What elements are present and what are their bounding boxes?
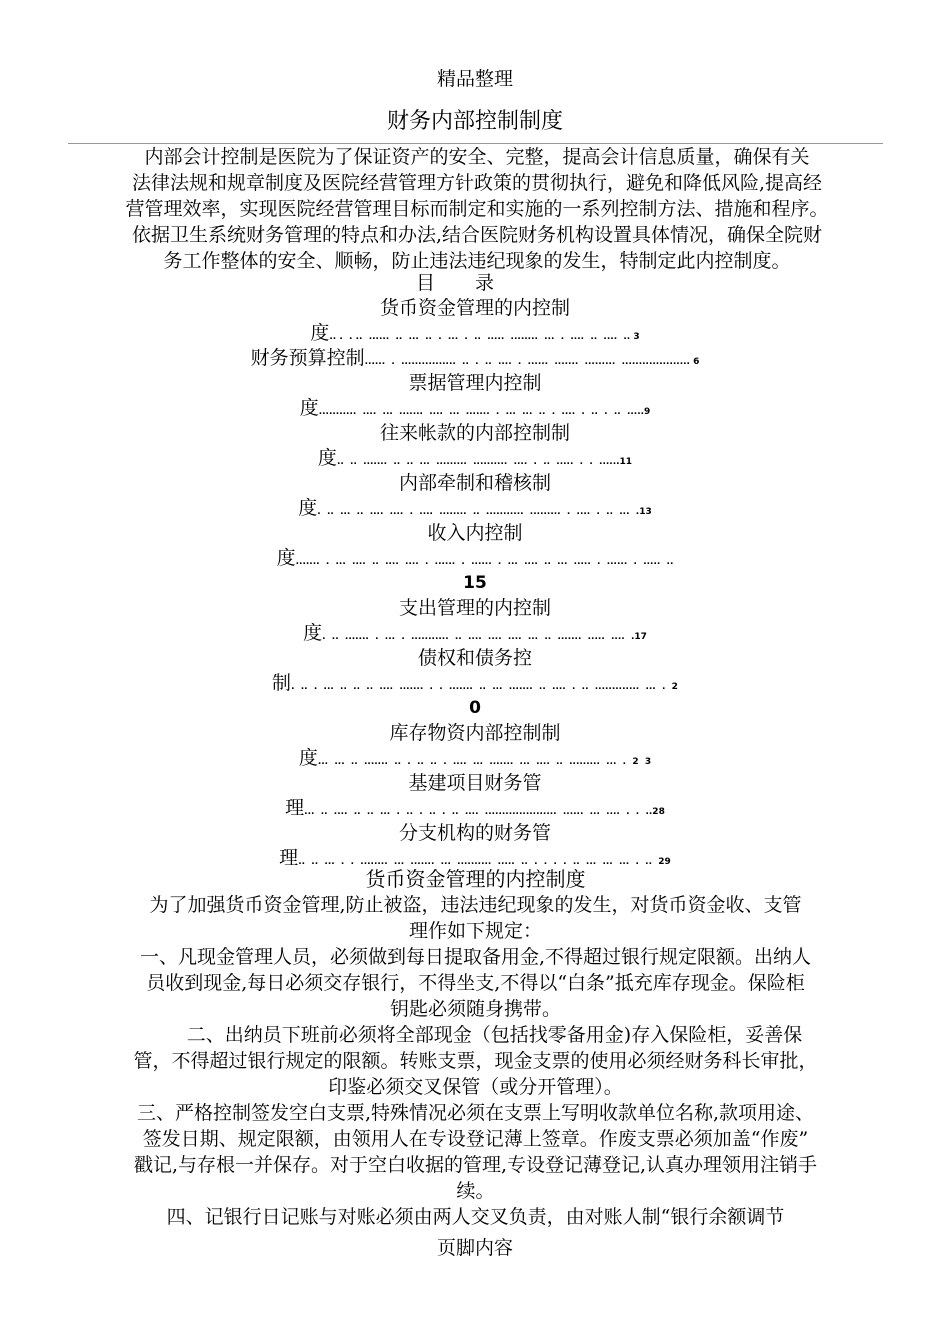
intro-line: 内部会计控制是医院为了保证资产的安全、完整，提高会计信息质量，确保有关 <box>144 146 810 168</box>
section-line: 四、记银行日记账与对账必须由两人交叉负责，由对账人制“银行余额调节 <box>166 1206 785 1228</box>
toc-entry-heading: 分支机构的财务管 <box>398 822 551 844</box>
toc-entry[interactable] <box>0 521 950 596</box>
toc-entry[interactable] <box>0 471 950 521</box>
toc-entry-text: 制 <box>272 672 292 694</box>
toc-entry-dots-page: ....... . ... .... .. .... .... . ...... . ...... . ... .... .. ... ..... . ...... . ..... .. <box>295 557 674 567</box>
page-header: 精品整理 <box>436 68 513 90</box>
toc-entry-text: 财务预算控制 <box>250 347 365 369</box>
toc-entry-dots-page: . .. . ... .. .. .. .... ....... . . ....... .. ... ....... .. .... . .. ............. ... . 2 <box>291 682 678 692</box>
toc-entry-dots-page: . .. ... .. .... .... . .... ........ .. ........... ......... . .... . .. ... .13 <box>317 507 652 517</box>
toc-entry-heading: 票据管理内控制 <box>408 372 542 394</box>
toc-entry-leader-line <box>0 321 950 346</box>
section-line: 签发日期、规定限额，由领用人在专设登记薄上签章。作废支票必须加盖“作废” <box>142 1128 809 1150</box>
section-title: 货币资金管理的内控制度 <box>365 867 586 891</box>
toc-entry-leader-line <box>0 496 950 521</box>
toc-entry-leader-line <box>0 546 950 571</box>
section-line: 员收到现金,每日必须交存银行，不得坐支,不得以“白条”抵充库存现金。保险柜 <box>146 972 805 994</box>
toc-entry-heading: 往来帐款的内部控制制 <box>379 422 570 444</box>
toc-entry-page-wrap: 15 <box>463 573 487 593</box>
toc-entry-text: 度 <box>310 322 330 344</box>
toc-entry[interactable] <box>0 821 950 871</box>
toc-entry-leader-line <box>0 796 950 821</box>
intro-line: 营管理效率，实现医院经营管理目标而制定和实施的一系列控制方法、措施和程序。 <box>125 198 829 220</box>
toc-entry-heading: 库存物资内部控制制 <box>389 722 561 744</box>
section-line: 钥匙必须随身携带。 <box>389 998 561 1020</box>
toc-entry[interactable] <box>0 596 950 646</box>
toc-entry-heading: 债权和债务控 <box>417 647 532 669</box>
toc-entry-leader-line <box>0 621 950 646</box>
intro-paragraph <box>66 144 888 274</box>
toc-entry-dots-page: ........... .... ... ....... .... ... ....... . ... ... .. . .... . .. . .. .....9 <box>318 407 651 417</box>
toc-entry-leader-line <box>0 671 950 696</box>
toc-entry[interactable] <box>0 371 950 421</box>
intro-line: 依据卫生系统财务管理的特点和办法,结合医院财务机构设置具体情况，确保全院财 <box>131 224 823 246</box>
toc-entry[interactable] <box>0 296 950 346</box>
toc-entry-dots-page: ... ... .. ....... .. . .. .. . .... ... ....... ... .... .. ......... ... . 2 3 <box>317 757 652 767</box>
toc-entry-heading: 收入内控制 <box>427 522 523 544</box>
toc-entry-leader-line <box>0 396 950 421</box>
toc-entry[interactable] <box>0 421 950 471</box>
document-title: 财务内部控制制度 <box>386 109 563 134</box>
toc-entry-heading: 货币资金管理的内控制 <box>379 297 570 319</box>
toc-entry-text: 理 <box>279 847 299 869</box>
toc-entry-leader-line <box>0 346 950 371</box>
toc-entries <box>0 296 950 871</box>
section-line: 印鉴必须交叉保管（或分开管理）。 <box>328 1076 623 1098</box>
toc-entry-dots-page: . .. ....... . ... . ........... .. .... .... .... ... .. ....... ..... .... .17 <box>322 632 647 642</box>
intro-line: 务工作整体的安全、顺畅，防止违法违纪现象的发生，特制定此内控制度。 <box>163 250 791 272</box>
toc-entry-page-wrap: 0 <box>469 698 481 718</box>
section-line: 理作如下规定： <box>408 920 542 942</box>
toc-entry-dots-page: .. .. ... . . ........ ... ....... ... .......... ..... .. . . . . .. ... ... ... . .. 29 <box>298 857 671 867</box>
section-line: 为了加强货币资金管理,防止被盗，违法违纪现象的发生，对货币资金收、支管 <box>149 894 802 916</box>
toc-entry-leader-line <box>0 446 950 471</box>
toc-entry-dots-page: .. .. ....... .. .. ... ......... .......... .... . .. ..... . . ......11 <box>336 457 633 467</box>
section-line: 一、凡现金管理人员，必须做到每日提取备用金,不得超过银行规定限额。出纳人 <box>139 946 812 968</box>
section-line: 管，不得超过银行规定的限额。转账支票，现金支票的使用必须经财务科长审批， <box>133 1050 818 1072</box>
section-line: 戳记,与存根一并保存。对于空白收据的管理,专设登记薄登记,认真办理领用注销手 <box>133 1154 818 1176</box>
toc-entry-heading: 内部牵制和稽核制 <box>398 472 551 494</box>
toc-entry-text: 度 <box>276 547 296 569</box>
toc-entry-text: 度 <box>303 622 323 644</box>
toc-entry-heading: 基建项目财务管 <box>408 772 542 794</box>
toc-entry-leader-line <box>0 746 950 771</box>
toc-entry-dots-page: ... .. .... .. .. ... . .. . .. . .. .... ..................... ...... ... .... . . ..28 <box>304 807 665 817</box>
toc-entry-dots-page: .. . . .. ...... .. ... .. . ... . .. ..... ........ ... . .... .. .... .. 3 <box>329 332 640 342</box>
toc-entry[interactable] <box>0 646 950 721</box>
toc-entry[interactable] <box>0 346 950 371</box>
toc-entry-heading: 支出管理的内控制 <box>398 597 551 619</box>
toc-entry-dots-page: ...... . ................ .. . .. .... . ...... ....... ......... .................... 6 <box>364 357 700 367</box>
section-line: 三、严格控制签发空白支票,特殊情况必须在支票上写明收款单位名称,款项用途、 <box>136 1102 815 1124</box>
toc-entry-text: 度 <box>298 747 318 769</box>
toc-entry-text: 理 <box>285 797 305 819</box>
table-of-contents <box>0 270 950 871</box>
toc-entry-text: 度 <box>317 447 337 469</box>
section-body <box>68 866 883 1230</box>
toc-title: 目录 <box>415 272 534 294</box>
toc-entry-text: 度 <box>299 397 319 419</box>
intro-line: 法律法规和规章制度及医院经营管理方针政策的贯彻执行，避免和降低风险,提高经 <box>131 172 823 194</box>
section-line: 续。 <box>456 1180 495 1202</box>
page-footer: 页脚内容 <box>436 1237 513 1259</box>
toc-entry-text: 度 <box>298 497 318 519</box>
section-line: 二、出纳员下班前必须将全部现金（包括找零备用金)存入保险柜，妥善保 <box>148 1024 803 1046</box>
toc-entry[interactable] <box>0 771 950 821</box>
toc-entry[interactable] <box>0 721 950 771</box>
